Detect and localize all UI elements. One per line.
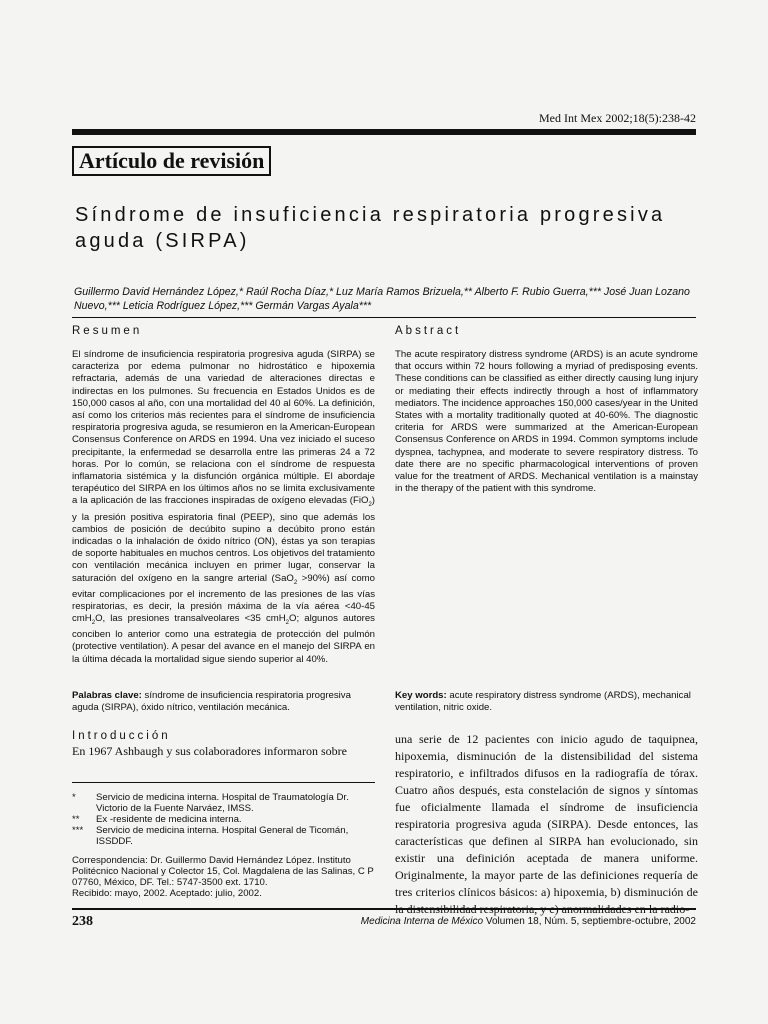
key-words [395,690,698,714]
received-dates: Recibido: mayo, 2002. Aceptado: julio, 2002. [72,888,262,899]
top-rule [72,129,696,135]
resumen-heading: Resumen [72,325,143,337]
introduccion-right-text: una serie de 12 pacientes con inicio agudo de taquipnea, hipoxemia, disminución de la distensibilidad del sistema respiratorio, e infiltrados difusos en la radiografía de tórax. Cuatro años después, esta constelación de signos y síntomas fue oficialmente llamada el síndrome de insuficiencia respiratoria progresiva aguda (SIRPA). Desde entonces, las características que definen al SIRPA han evolucionado, sin existir una definición aceptada de manera uniforme. Originalmente, la mayor parte de las definiciones requería de tres criterios clínicos básicos: a) hipoxemia, b) disminución de [395,732,698,899]
palabras-clave-label: Palabras clave: [72,690,142,701]
introduccion-left-text: En 1967 Ashbaugh y sus colaboradores informaron sobre [72,744,347,758]
resumen-text: El síndrome de insuficiencia respiratoria progresiva aguda (SIRPA) se caracteriza por edema pulmonar no hidrostático e hipoxemia refractaria, además de una variedad de alteraciones directas e indirectas en los pulmones. Su frecuencia en Estados Unidos es de 150,000 casos al año, con una mortalidad del 40 al 60%. La definición, así como los criterios más recientes para el síndrome de insuficiencia respiratoria progresiva aguda, se resumieron en la American-European Consensus Conference on ARDS en 1994. Una vez iniciado el suceso precipitante, la enfermedad se desarrolla entre las primeras 24 a 72 horas. Por lo común, se relaciona con el síndrome de respuesta inflamatoria sistémica y la disfunción orgánica múltiple. El abordaje terapéutico del SIRPA en los últimos años no se limita exclusivamente a la aplicación de las fracciones inspiradas de oxígeno elevadas (FiO$_2$) y la presión positiva espiratoria final (PEEP), sino que además los cambios de posición de decúbito supino a decúbito prono están indicadas o la inhalación de óxido nítrico (ON), éstas ya son terapias de soporte habituales en muchos centros. Los objetivos del tratamiento con ventilación mecánica incluyen en primer lugar, conservar la saturación del oxígeno en la sangre arterial (SaO$_2$ >90%) así como evitar complicaciones por el incremento de las presiones de las vías respiratorias, es decir, la presión máxima de la vía aérea <40-45 cmH$_2$O, las presiones transalveolares <35 cmH$_2$O; algunos autores conciben lo anterior como una estrategia de protección del pulmón (protective ventilation). A pesar del avance en el manejo del SIRPA en la última década la mortalidad sigue siendo superior al 40%. [72,349,375,665]
section-label: Artículo de revisión [72,146,271,176]
authors: Guillermo David Hernández López,* Raúl Rocha Díaz,* Luz María Ramos Brizuela,** Alberto F. Rubio Guerra,*** José Juan Lozano Nuevo,*** Leticia Rodríguez López,*** Germán Vargas Ayala*** [74,286,690,312]
page-number: 238 [72,914,93,929]
abstract-section [395,325,698,495]
footnote-rule [72,782,375,783]
introduccion-continued [395,731,698,918]
palabras-clave-text: síndrome de insuficiencia respiratoria progresiva aguda (SIRPA), óxido nítrico, ventilación mecánica. [72,690,351,714]
introduccion-heading: Introducción [72,730,171,742]
palabras-clave [72,690,375,714]
journal-footer [361,916,696,927]
authors-rule [72,317,696,318]
bottom-rule [72,908,696,910]
footnotes [72,792,375,847]
key-words-text: acute respiratory distress syndrome (ARDS), mechanical ventilation, nitric oxide. [395,690,691,714]
journal-reference: Med Int Mex 2002;18(5):238-42 [539,111,696,125]
journal-issue: Volumen 18, Núm. 5, septiembre-octubre, 2002 [483,916,696,927]
correspondence-text: Correspondencia: Dr. Guillermo David Hernández López. Instituto Politécnico Nacional y Colector 15, Col. Magdalena de las Salinas, C P 07760, México, DF. Tel.: 5747-3500 ext. 1710. [72,855,374,888]
abstract-heading: Abstract [395,325,462,337]
correspondence [72,855,375,899]
abstract-text: The acute respiratory distress syndrome (ARDS) is an acute syndrome that occurs within 72 hours following a myriad of predisposing events. These conditions can be classified as either directly causing lung injury or mediating their effects indirectly through a host of inflammatory mediators. The incidence approaches 150,000 cases/year in the United States with a mortality traditionally quoted at 40-60%. The diagnostic criteria for ARDS were summarized at the American-European Consensus Conference on ARDS in 1994. Common symptoms include dyspnea, tachypnea, and moderate to severe respiratory distress. To date there are no specific pharmacological interventions of proven value for the treatment of ARDS. Mechanical ventilation is a mainstay in the therapy of the patient with this syndrome. [395,349,698,495]
key-words-label: Key words: [395,690,447,701]
introduccion-section [72,730,375,760]
article-title: Síndrome de insuficiencia respiratoria progresiva aguda (SIRPA) [75,204,666,252]
journal-name: Medicina Interna de México [360,916,484,927]
footnote: ** Ex -residente de medicina interna. [72,814,242,825]
footnote: *** Servicio de medicina interna. Hospital General de Ticomán, ISSDDF. [72,825,349,847]
footnote: * Servicio de medicina interna. Hospital de Traumatología Dr. Victorio de la Fuente Narváez, IMSS. [72,792,349,814]
resumen-section [72,325,375,666]
